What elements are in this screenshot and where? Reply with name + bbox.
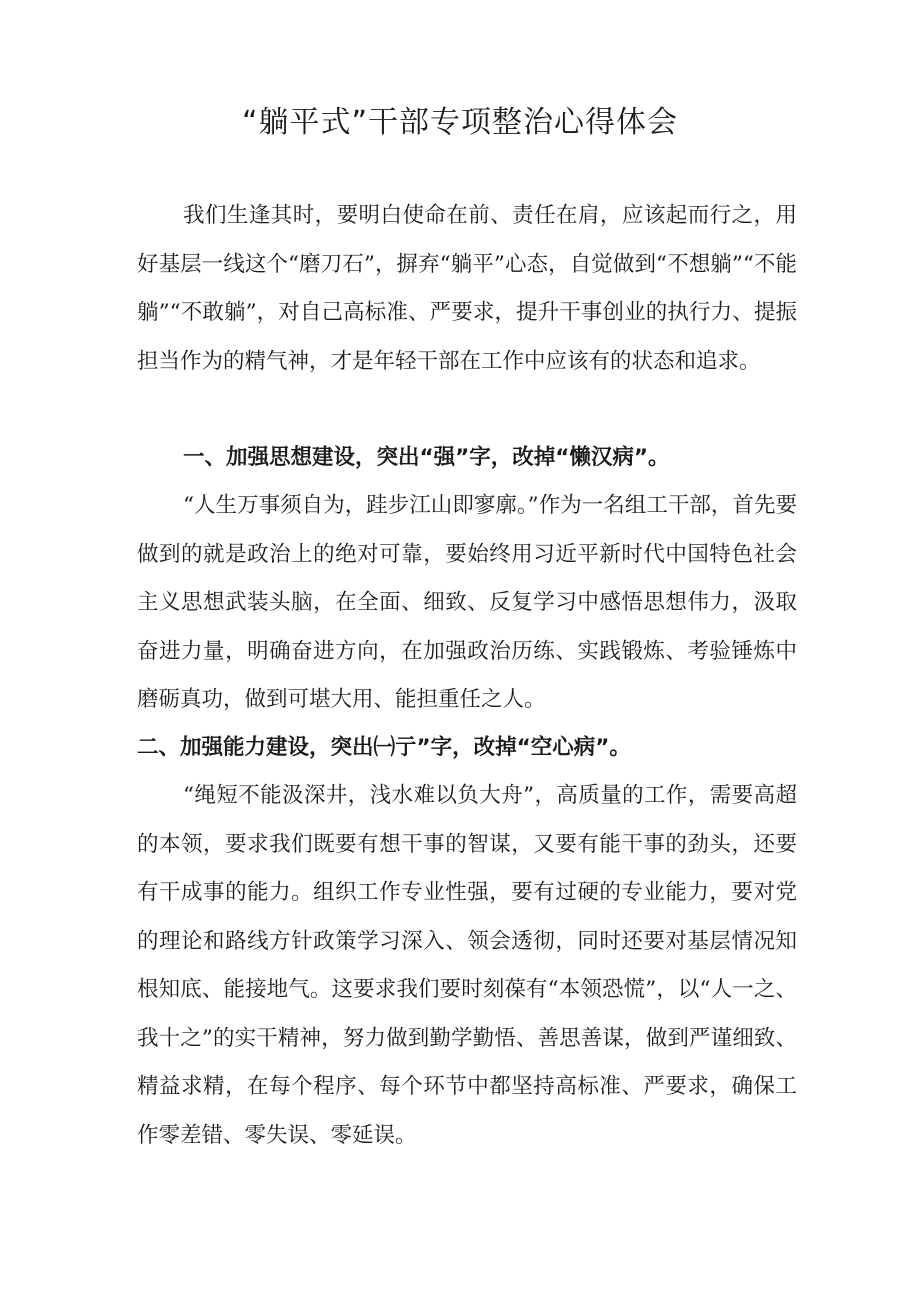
document-title: “躺平式”干部专项整治心得体会 [241, 105, 679, 140]
paragraph-section-1: “人生万事须自为，跬步江山即寥廓。”作为一名组工干部，首先要做到的就是政治上的绝对可靠，要始终用习近平新时代中国特色社会主义思想武装头脑，在全面、细致、反复学习中感悟思想伟力，汲取奋进力量，明确奋进方向，在加强政治历练、实践锻炼、考验锤炼中磨砺真功，做到可堪大用、能担重任之人。 [137, 493, 797, 712]
paragraph-section-2: “绳短不能汲深井，浅水难以负大舟”，高质量的工作，需要高超的本领，要求我们既要有想干事的智谋，又要有能干事的劲头，还要有干成事的能力。组织工作专业性强，要有过硬的专业能力，要对党的理论和路线方针政策学习深入、领会透彻，同时还要对基层情况知根知底、能接地气。这要求我们要时刻葆有“本领恐慌”，以“人一之、我十之”的实干精神，努力做到勤学勤悟、善思善谋，做到严谨细致、精益求精，在每个程序、每个环节中都坚持高标准、严要求，确保工作零差错、零失误、零延误。 [137, 783, 797, 1148]
section-heading-1: 一、加强思想建设，突出“强”字，改掉“懒汉病”。 [183, 445, 670, 470]
section-heading-2: 二、加强能力建设，突出㈠亍”字，改掉“空心病”。 [137, 735, 631, 760]
paragraph-intro: 我们生逢其时，要明白使命在前、责任在肩，应该起而行之，用好基层一线这个“磨刀石”，摒弃“躺平”心态，自觉做到“不想躺”“不能躺”“不敢躺”，对自己高标准、严要求，提升干事创业的执行力、提振担当作为的精气神，才是年轻干部在工作中应该有的状态和追求。 [137, 203, 797, 374]
